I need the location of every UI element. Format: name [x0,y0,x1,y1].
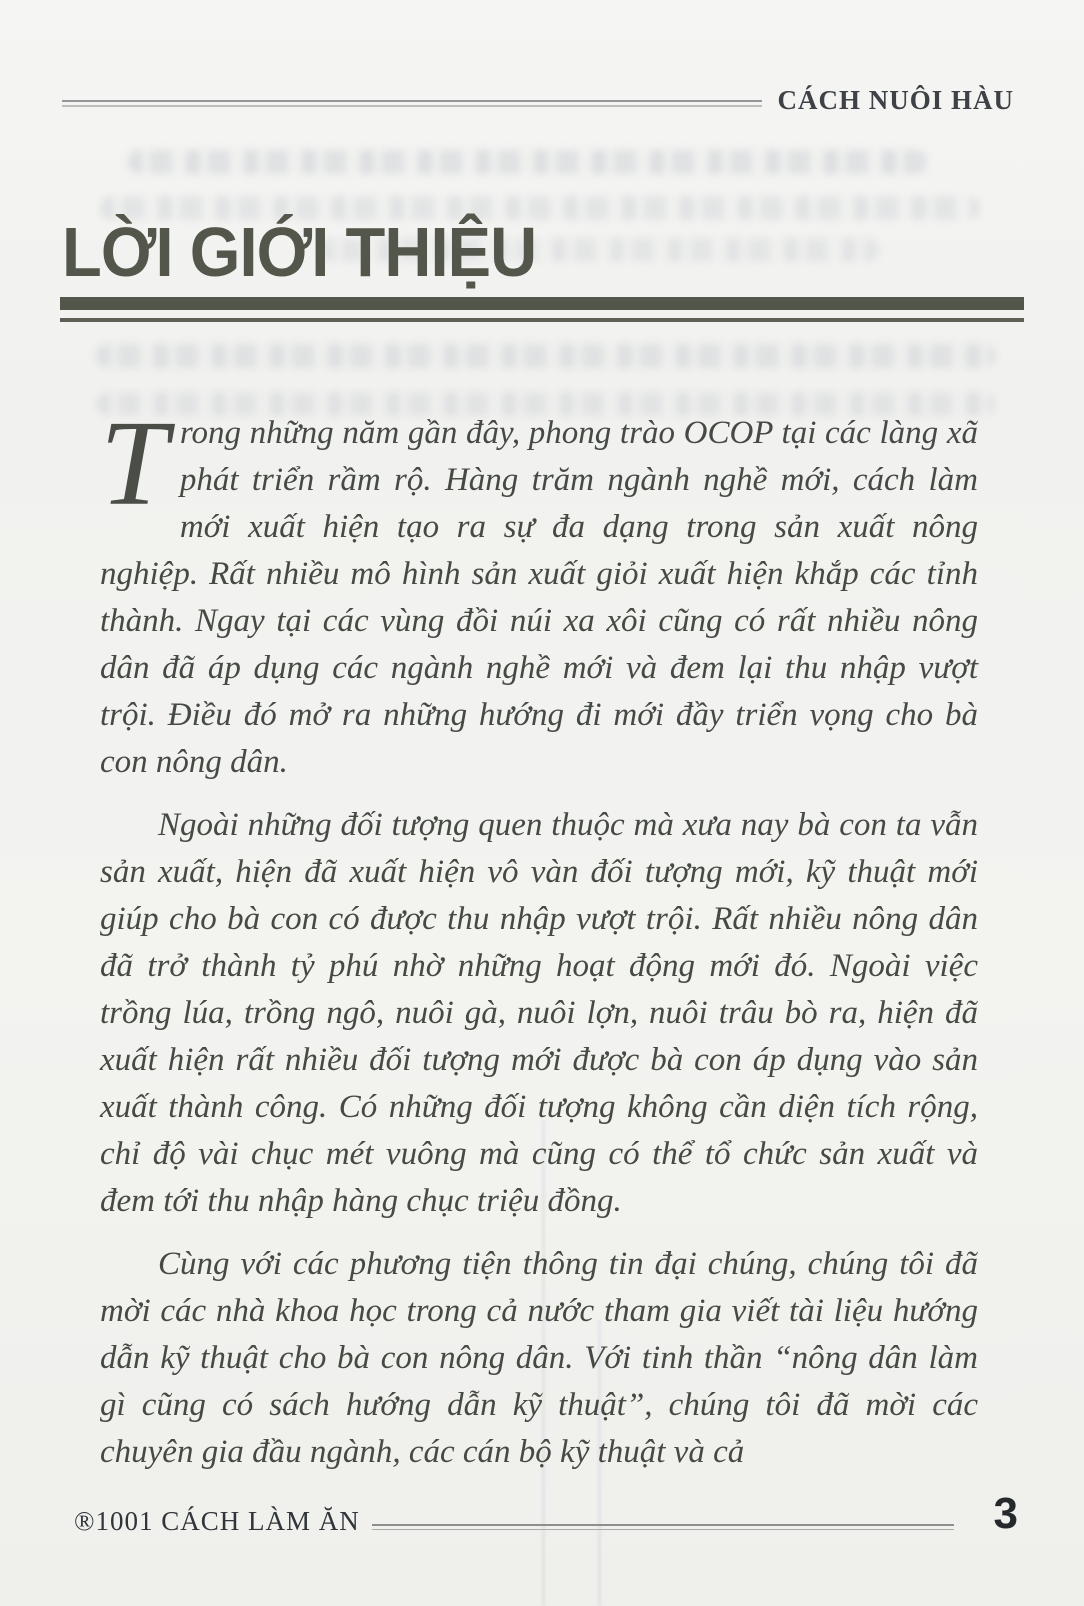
body-paragraph: Ngoài những đối tượng quen thuộc mà xưa nay bà con ta vẫn sản xuất, hiện đã xuất hiện vô vàn đối tượng mới, kỹ thuật mới giúp cho bà con có được thu nhập vượt trội. Rất nhiều nông dân đã trở thành tỷ phú nhờ những hoạt động mới đó. Ngoài việc trồng lúa, trồng ngô, nuôi gà, nuôi lợn, nuôi trâu bò ra, hiện đã xuất hiện rất nhiều đối tượng mới được bà con áp dụng vào sản xuất thành công. Có những đối tượng không cần diện tích rộng, chỉ độ vài chục mét vuông mà cũng có thể tổ chức sản xuất và đem tới thu nhập hàng chục triệu đồng. [100,807,978,1219]
header-rule [62,100,762,107]
title-rule-thick [60,297,1024,310]
imprint: ®1001 CÁCH LÀM ĂN [74,1506,360,1536]
body-paragraph [100,396,978,786]
drop-cap: T [100,396,168,531]
footer-rule [372,1524,954,1530]
page-number: 3 [993,1489,1018,1538]
bleedthrough-artifact [128,150,928,174]
bleedthrough-artifact [96,344,996,368]
running-title: CÁCH NUÔI HÀU [777,85,1014,115]
title-rule-thin [60,318,1024,322]
article-body [100,396,978,1492]
page-title: LỜI GIỚI THIỆU [62,213,537,291]
body-paragraph: Cùng với các phương tiện thông tin đại chúng, chúng tôi đã mời các nhà khoa học trong cả nước tham gia viết tài liệu hướng dẫn kỹ thuật cho bà con nông dân. Với tinh thần “nông dân làm gì cũng có sách hướng dẫn kỹ thuật”, chúng tôi đã mời các chuyên gia đầu ngành, các cán bộ kỹ thuật và cả [100,1246,978,1470]
paragraph-text: rong những năm gần đây, phong trào OCOP tại các làng xã phát triển rầm rộ. Hàng trăm ngành nghề mới, cách làm mới xuất hiện tạo ra sự đa dạng trong sản xuất nông nghiệp. Rất nhiều mô hình sản xuất giỏi xuất hiện khắp các tỉnh thành. Ngay tại các vùng đồi núi xa xôi cũng có rất nhiều nông dân đã áp dụng các ngành nghề mới và đem lại thu nhập vượt trội. Điều đó mở ra những hướng đi mới đầy triển vọng cho bà con nông dân. [100,415,978,780]
